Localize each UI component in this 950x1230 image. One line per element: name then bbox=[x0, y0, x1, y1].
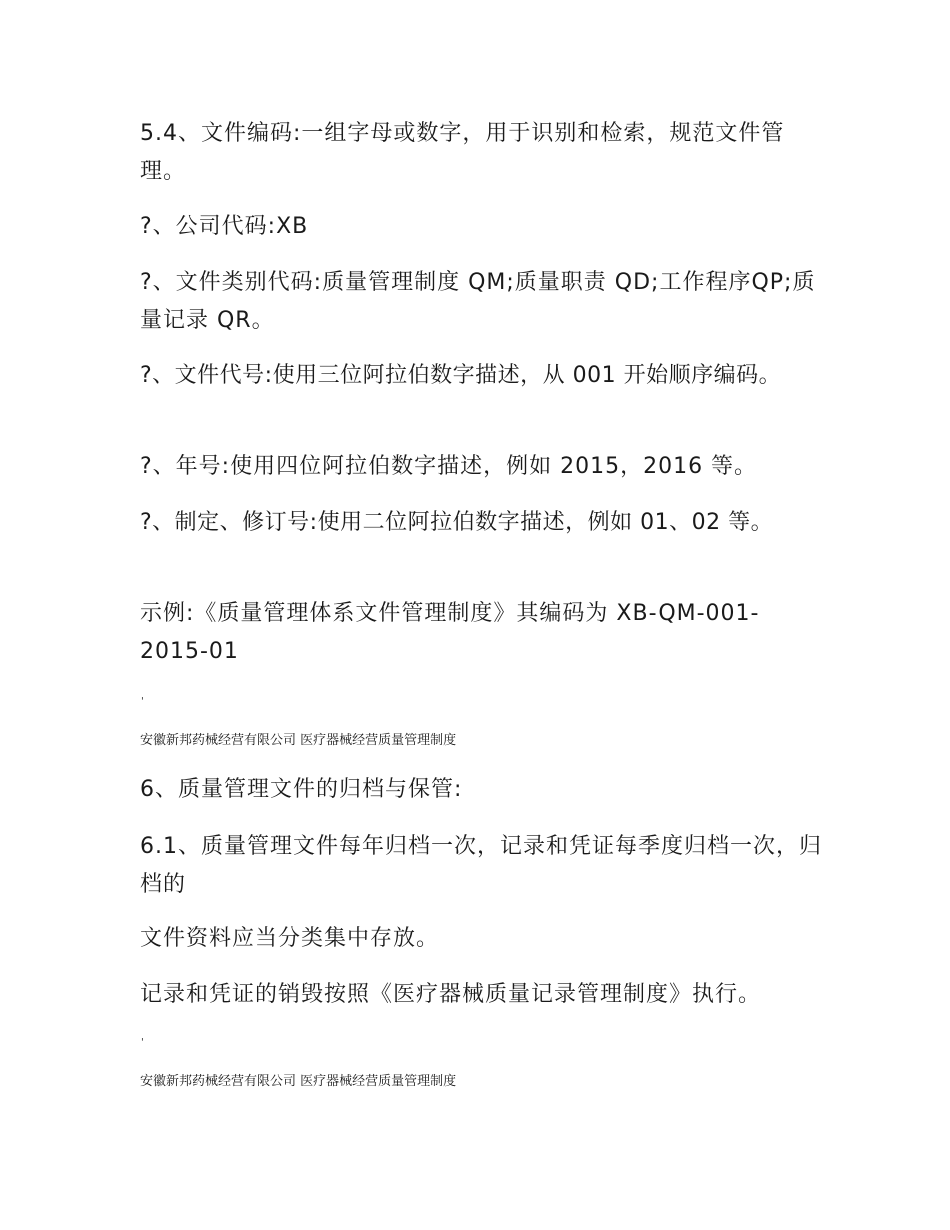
section-heading-archiving: 6、质量管理文件的归档与保管: bbox=[140, 777, 463, 802]
footer-text: 安徽新邦药械经营有限公司 医疗器械经营质量管理制度 bbox=[140, 1074, 457, 1089]
stray-mark: ' bbox=[141, 696, 144, 707]
footer-text: 安徽新邦药械经营有限公司 医疗器械经营质量管理制度 bbox=[140, 733, 457, 748]
paragraph-example: 示例:《质量管理体系文件管理制度》其编码为 XB-QM-001-2015-01 bbox=[140, 601, 760, 664]
paragraph-year-number: ?、年号:使用四位阿拉伯数字描述，例如 2015，2016 等。 bbox=[140, 454, 758, 479]
paragraph-storage: 文件资料应当分类集中存放。 bbox=[140, 926, 440, 951]
paragraph-destruction: 记录和凭证的销毁按照《医疗器械质量记录管理制度》执行。 bbox=[140, 982, 762, 1007]
paragraph-file-number: ?、文件代号:使用三位阿拉伯数字描述，从 001 开始顺序编码。 bbox=[140, 363, 782, 388]
paragraph-category-code: ?、文件类别代码:质量管理制度 QM;质量职责 QD;工作程序QP;质量记录 QR。 bbox=[140, 270, 816, 333]
paragraph-file-coding: 5.4、文件编码:一组字母或数字，用于识别和检索，规范文件管理。 bbox=[140, 121, 785, 184]
paragraph-revision-number: ?、制定、修订号:使用二位阿拉伯数字描述，例如 01、02 等。 bbox=[140, 510, 774, 535]
stray-mark: ' bbox=[141, 1037, 144, 1048]
paragraph-archiving-frequency: 6.1、质量管理文件每年归档一次，记录和凭证每季度归档一次，归档的 bbox=[140, 834, 822, 897]
paragraph-company-code: ?、公司代码:XB bbox=[140, 214, 309, 239]
